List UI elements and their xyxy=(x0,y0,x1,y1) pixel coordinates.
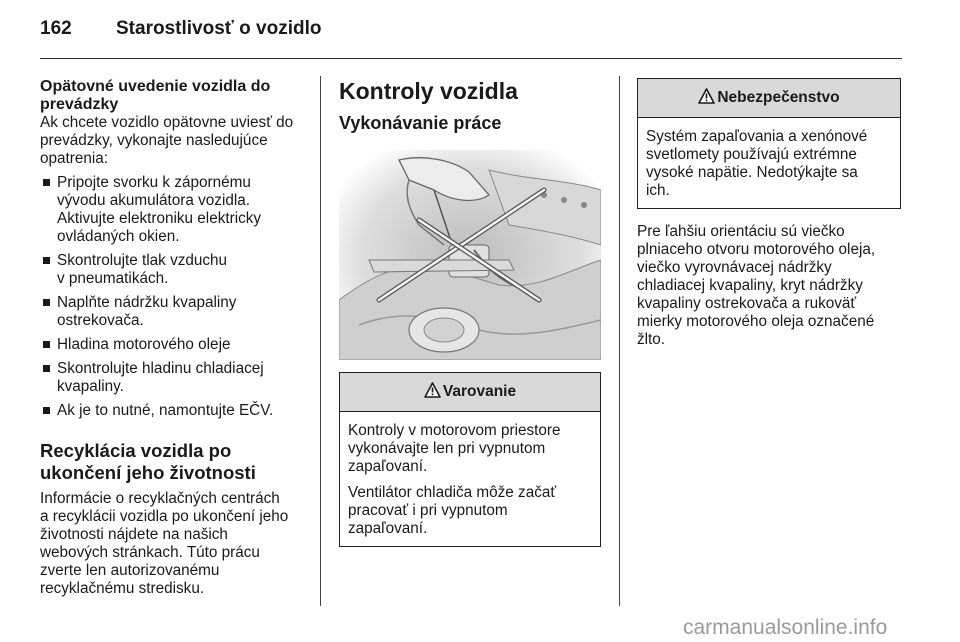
orientation-paragraph: Pre ľahšiu orientáciu sú viečko plniaceho otvoru motorového oleja, viečko vyrovnávacej nádržky chladiacej kvapaliny, kryt nádržky kvapaliny ostrekovača a rukoväť mierky motorového oleja označené žlto. xyxy=(637,223,876,348)
warning-box xyxy=(339,372,601,547)
list-item: Skontrolujte tlak vzduchu v pneumatikách. xyxy=(40,252,312,288)
list-item: Skontrolujte hladinu chladiacej kvapaliny. xyxy=(40,360,312,396)
engine-bay-illustration xyxy=(339,150,601,360)
heading-recycling: Recyklácia vozidla po ukončení jeho životnosti xyxy=(40,440,256,483)
list-item: Pripojte svorku k zápornému vývodu akumulátora vozidla. Aktivujte elektroniku elektricky ovládaných okien. xyxy=(40,174,312,246)
warning-label: Varovanie xyxy=(442,383,517,400)
warning-paragraph: Ventilátor chladiča môže začať pracovať i pri vypnutom zapaľovaní. xyxy=(348,484,557,537)
right-column xyxy=(637,78,901,349)
warning-body xyxy=(340,412,600,546)
column-divider xyxy=(320,76,321,606)
left-column xyxy=(40,78,312,598)
danger-box xyxy=(637,78,901,209)
warning-triangle-icon xyxy=(424,382,441,398)
page-header xyxy=(40,18,321,40)
watermark: carmanualsonline.info xyxy=(683,616,888,639)
section-subtitle: Vykonávanie práce xyxy=(339,113,502,133)
danger-body xyxy=(638,118,900,208)
section-title: Kontroly vozidla xyxy=(339,78,518,104)
intro-paragraph: Ak chcete vozidlo opätovne uviesť do prevádzky, vykonajte nasledujúce opatrenia: xyxy=(40,114,294,167)
list-item: Hladina motorového oleje xyxy=(40,336,312,354)
header-divider xyxy=(40,58,902,59)
danger-label: Nebezpečenstvo xyxy=(717,89,840,106)
recycling-paragraph: Informácie o recyklačných centrách a recyklácii vozidla po ukončení jeho životnosti nájdete na našich webových stránkach. Túto prácu zverte len autorizovanému recyklačnému stredisku. xyxy=(40,490,289,597)
middle-column xyxy=(339,78,601,547)
column-divider xyxy=(619,76,620,606)
chapter-title: Starostlivosť o vozidlo xyxy=(116,18,322,39)
checklist xyxy=(40,174,312,420)
warning-triangle-icon xyxy=(698,88,715,104)
warning-header xyxy=(340,373,600,412)
list-item: Ak je to nutné, namontujte EČV. xyxy=(40,402,312,420)
page-number: 162 xyxy=(40,18,72,39)
danger-paragraph: Systém zapaľovania a xenónové svetlomety používajú extrémne vysoké napätie. Nedotýkajte sa ich. xyxy=(646,128,868,199)
heading-recommissioning: Opätovné uvedenie vozidla do prevádzky xyxy=(40,78,271,113)
warning-paragraph: Kontroly v motorovom priestore vykonávajte len pri vypnutom zapaľovaní. xyxy=(348,422,561,475)
list-item: Naplňte nádržku kvapaliny ostrekovača. xyxy=(40,294,312,330)
danger-header xyxy=(638,79,900,118)
